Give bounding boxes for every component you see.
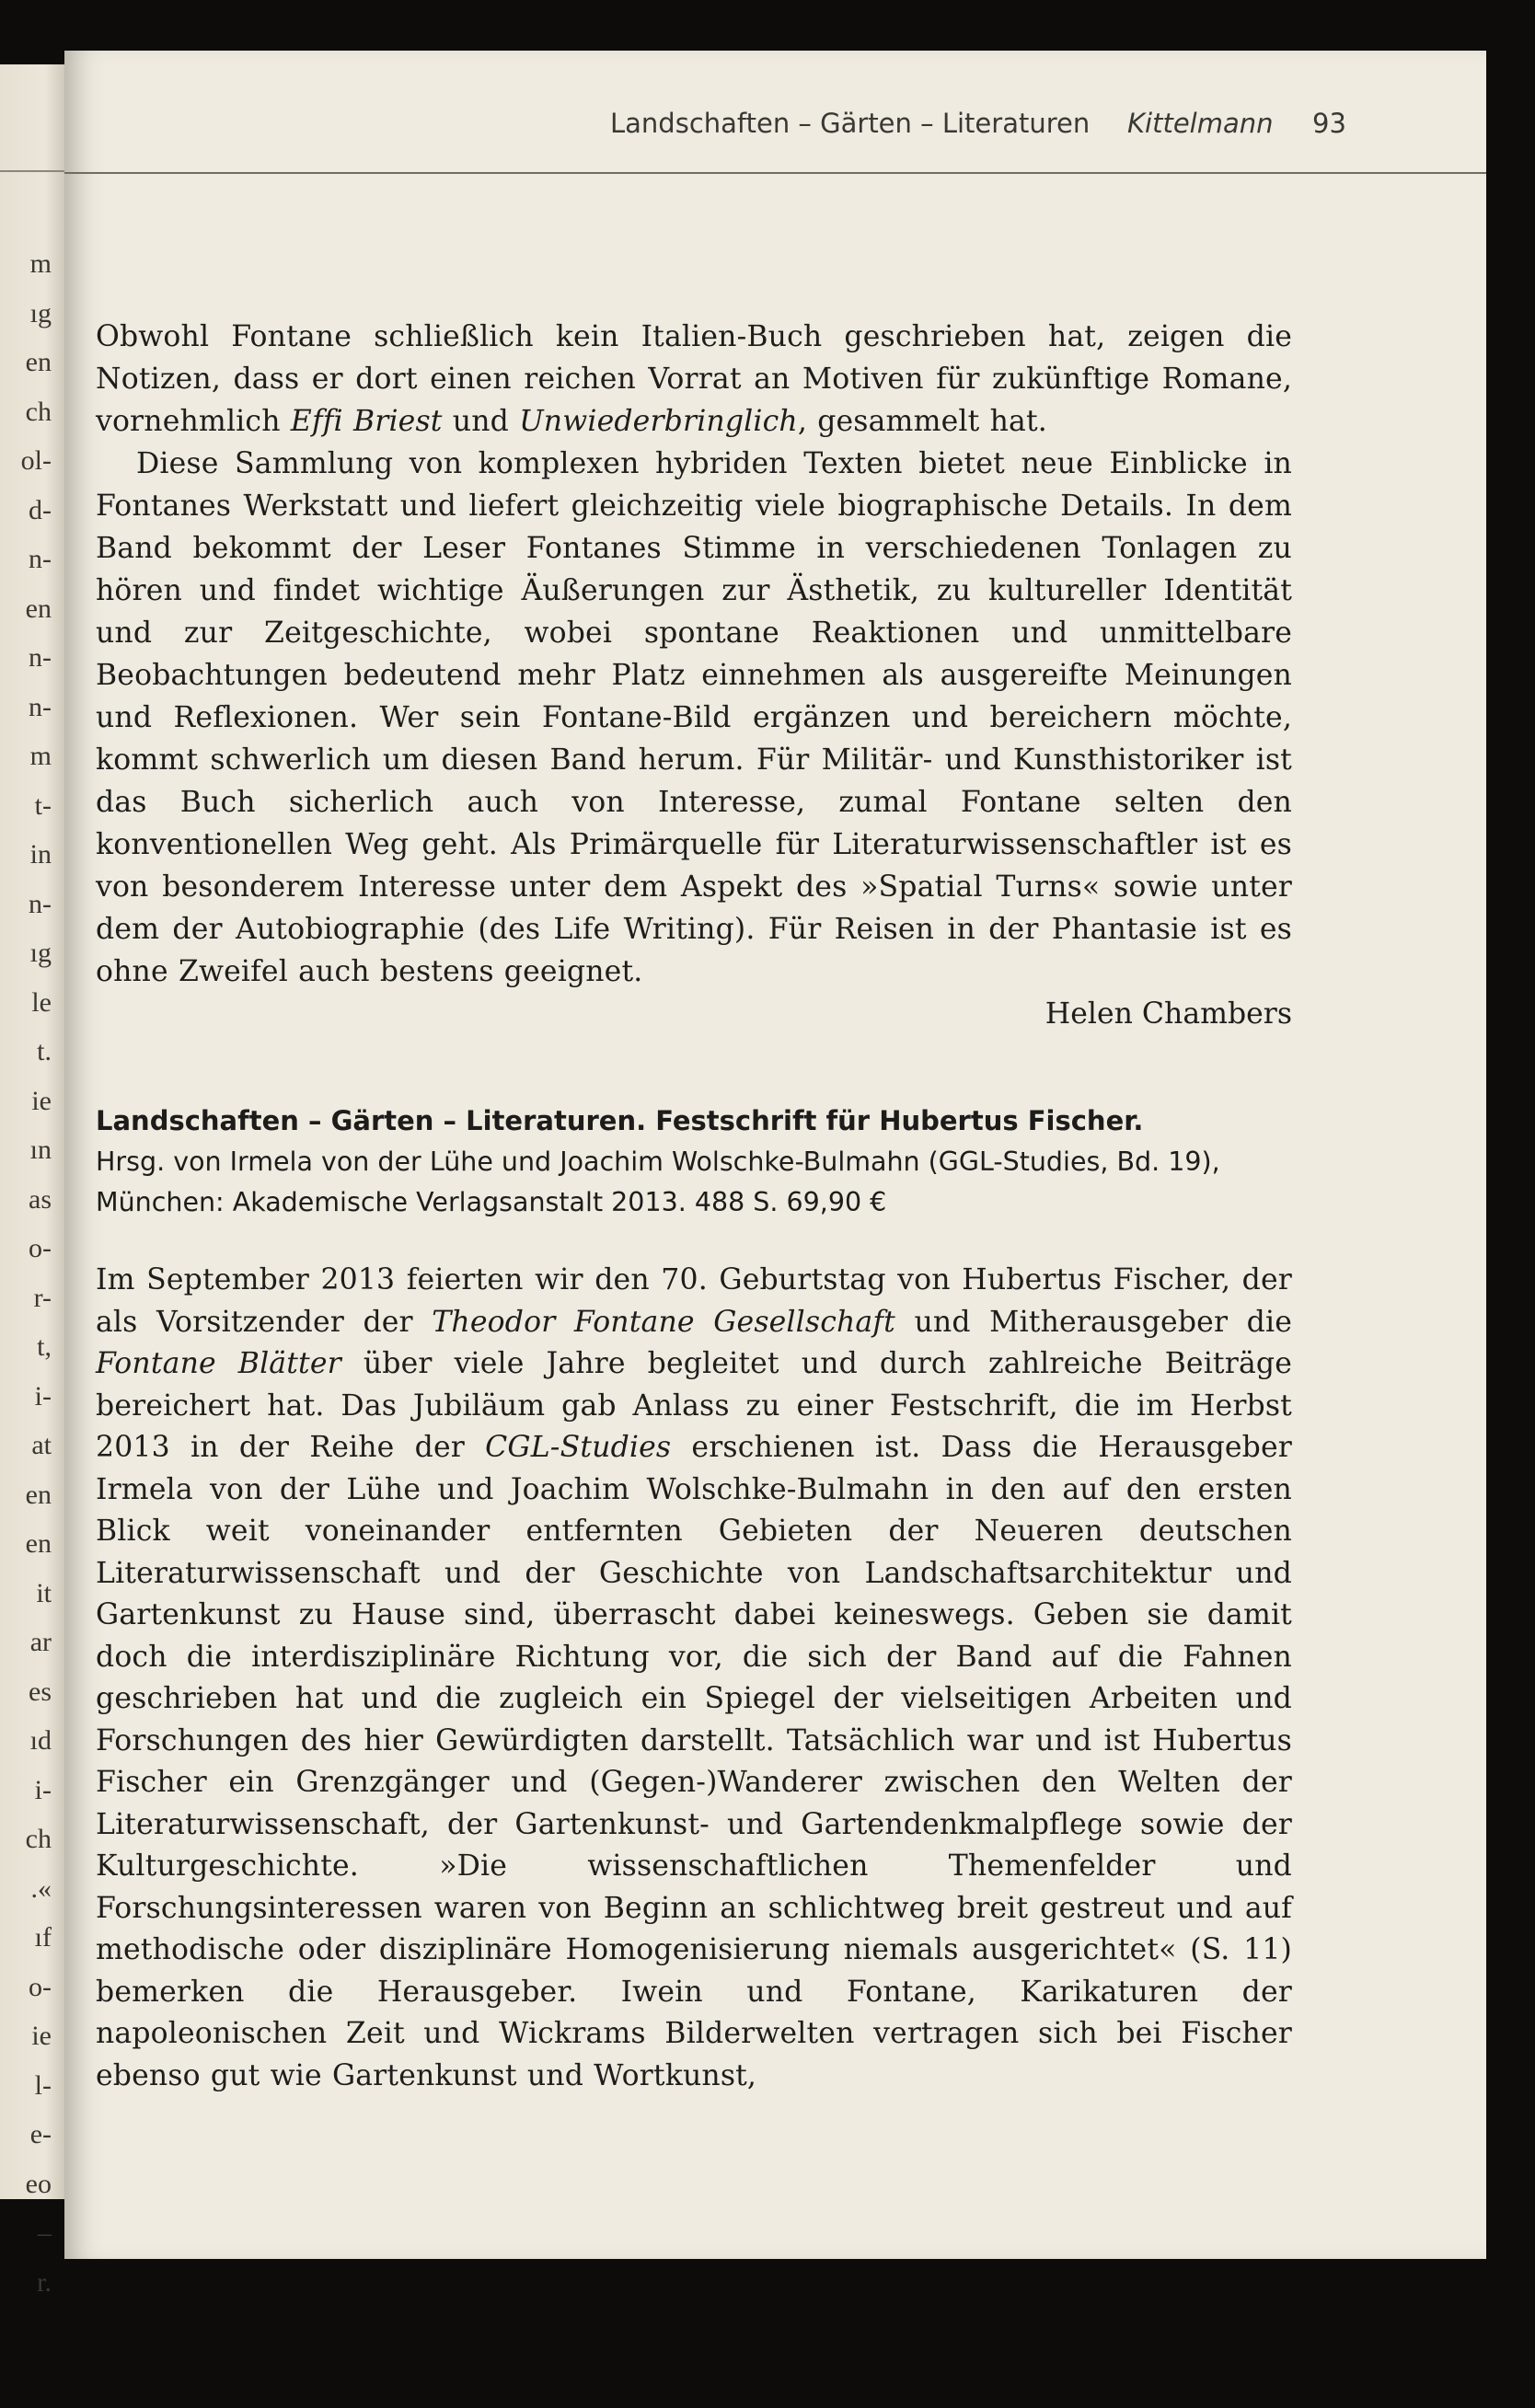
previous-page-fragment: r- <box>33 1282 52 1313</box>
page-body <box>96 316 1292 2097</box>
review2-paragraph <box>96 1260 1292 2097</box>
previous-page-fragment: m <box>29 741 52 771</box>
previous-page-fragment: ch <box>25 1824 52 1854</box>
previous-page-fragment: ıg <box>29 938 52 968</box>
previous-page-fragment: m <box>29 248 52 279</box>
text-run-r2-0: Im September 2013 feierten wir den 70. Geburtstag von Hubertus Fischer, der als Vorsitzender der <box>96 1263 1292 1339</box>
previous-page-fragment: en <box>25 1528 52 1559</box>
previous-page-fragment: o- <box>29 1971 52 2002</box>
review2-heading <box>96 1100 1292 1223</box>
previous-page-fragment: ch <box>25 396 52 427</box>
italic-title-r2-1: Theodor Fontane Gesellschaft <box>432 1305 895 1339</box>
previous-page-fragment: l- <box>34 2069 52 2101</box>
previous-page-fragment: en <box>25 593 52 624</box>
italic-title-r1p1-1: Effi Briest <box>290 405 443 438</box>
previous-page-fragment: n- <box>29 691 52 722</box>
text-run-r1p1-2: und <box>442 405 520 438</box>
previous-page-fragment: t, <box>37 1331 52 1362</box>
book-page <box>64 51 1486 2259</box>
italic-title-r1p1-3: Unwiederbringlich <box>519 405 798 438</box>
previous-page-fragment: i- <box>34 1774 52 1805</box>
previous-page-fragment: n- <box>29 544 52 574</box>
running-head-title: Landschaften – Gärten – Literaturen <box>610 108 1091 139</box>
previous-page-fragment: it <box>36 1577 52 1608</box>
previous-page-fragment: ie <box>31 1085 52 1116</box>
review1-paragraph-2: Diese Sammlung von komplexen hybriden Texten bietet neue Einblicke in Fontanes Werkstatt und liefert gleichzeitig viele biographische Details. In dem Band bekommt der Leser Fontanes Stimme in verschiedenen Tonlagen zu hören und findet wichtige Äußerungen zur Ästhetik, zu kultureller Identität und zur Zeitgeschichte, wobei spontane Reaktionen und unmittelbare Beobachtungen bedeutend mehr Platz einnehmen als ausgereifte Meinungen und Reflexionen. Wer sein Fontane-Bild ergänzen und bereichern möchte, kommt schwerlich um diesen Band herum. Für Militär- und Kunsthistoriker ist das Buch sicherlich auch von Interesse, zumal Fontane selten den konventionellen Weg geht. Als Primärquelle für Literaturwissenschaftler ist es von besonderem Interesse unter dem Aspekt des »Spatial Turns« sowie unter dem der Autobiographie (des Life Writing). Für Reisen in der Phantasie ist es ohne Zweifel auch bestens geeignet. <box>96 447 1292 988</box>
review2-body <box>96 1260 1292 2097</box>
text-run-r1p1-4: , gesammelt hat. <box>797 405 1047 438</box>
previous-page-fragment: in <box>29 839 52 870</box>
previous-page-fragment: t. <box>37 1036 52 1066</box>
previous-page-fragment: ıf <box>34 1922 52 1953</box>
previous-page-fragment: le <box>31 986 52 1018</box>
previous-page-edge <box>0 64 64 2298</box>
review2-bibliography: Hrsg. von Irmela von der Lühe und Joachim Wolschke-Bulmahn (GGL-Studies, Bd. 19), München: Akademische Verlagsanstalt 2013. 488 S. 69,90 € <box>96 1146 1220 1217</box>
previous-page-fragment: ie <box>31 2021 52 2051</box>
previous-page-fragment: n- <box>29 888 52 919</box>
running-head-author: Kittelmann <box>1127 108 1274 139</box>
previous-page-fragment: en <box>25 347 52 377</box>
review2-title: Landschaften – Gärten – Literaturen. Festschrift für Hubertus Fischer. <box>96 1105 1144 1136</box>
text-run-r2-4: über viele Jahre begleitet und durch zahlreiche Beiträge bereichert hat. Das Jubiläum gab Anlass zu einer Festschrift, die im Herbst 2013 in der Reihe der <box>96 1347 1292 1464</box>
previous-page-fragment: e- <box>29 2119 52 2149</box>
text-run-r2-2: und Mitherausgeber die <box>894 1305 1292 1339</box>
previous-page-fragment: .« <box>30 1872 52 1904</box>
page-number: 93 <box>1312 108 1346 139</box>
previous-page-fragment: t- <box>34 789 52 821</box>
previous-page-fragment: en <box>25 1479 52 1510</box>
previous-page-fragment: o- <box>29 1233 52 1263</box>
previous-page-fragment: ıd <box>29 1725 52 1756</box>
previous-page-fragment: n- <box>29 642 52 673</box>
previous-page-fragment: eo <box>25 2168 52 2199</box>
previous-page-rule <box>0 170 64 172</box>
previous-page-fragment: i- <box>34 1380 52 1411</box>
text-run-r1p1-0: Obwohl Fontane schließlich kein Italien-Buch geschrieben hat, zeigen die Notizen, dass er dort einen reichen Vorrat an Motiven für zukünftige Romane, vornehmlich <box>96 320 1292 438</box>
previous-page-fragment: es <box>29 1676 52 1707</box>
previous-page-fragment: – <box>38 2218 52 2248</box>
italic-title-r2-3: Fontane Blätter <box>96 1347 341 1380</box>
previous-page-fragment: ol- <box>20 445 52 476</box>
italic-title-r2-5: CGL-Studies <box>485 1431 672 1464</box>
previous-page-fragment: r. <box>37 2266 52 2298</box>
review1-signature: Helen Chambers <box>1044 997 1292 1031</box>
header-rule <box>64 172 1486 174</box>
review1-paragraph-1 <box>96 316 1292 443</box>
previous-page-fragment: as <box>29 1183 52 1215</box>
running-head <box>603 108 1348 144</box>
previous-page-fragment: at <box>31 1430 52 1460</box>
previous-page-fragment: ıg <box>29 297 52 328</box>
previous-page-fragment: ar <box>29 1627 52 1657</box>
previous-page-fragment: d- <box>29 494 52 525</box>
text-run-r2-6: erschienen ist. Dass die Herausgeber Irmela von der Lühe und Joachim Wolschke-Bulmahn in den auf den ersten Blick weit voneinander entfernten Gebieten der Neueren deutschen Literaturwissenschaft und der Geschichte von Landschaftsarchitektur und Gartenkunst zu Hause sind, überrascht dabei keineswegs. Geben sie damit doch die interdisziplinäre Richtung vor, die sich der Band auf die Fahnen geschrieben hat und die zugleich ein Spiegel der vielseitigen Arbeiten und Forschungen des hier Gewürdigten darstellt. Tatsächlich war und ist Hubertus Fischer ein Grenzgänger und (Gegen-)Wanderer zwischen den Welten der Literaturwissenschaft, der Gartenkunst- und Gartendenkmalpflege sowie der Kulturgeschichte. »Die wissenschaftlichen Themenfelder und Forschungsinteressen waren von Beginn an schlichtweg breit gestreut und auf methodische oder disziplinäre Homogenisierung niemals ausgerichtet« (S. 11) bemerken die Herausgeber. Iwein und Fontane, Karikaturen der napoleonischen Zeit und Wickrams Bilderwelten vertragen sich bei Fischer ebenso gut wie Gartenkunst und Wortkunst, <box>96 1431 1292 2092</box>
previous-page-fragment: ın <box>29 1135 52 1165</box>
